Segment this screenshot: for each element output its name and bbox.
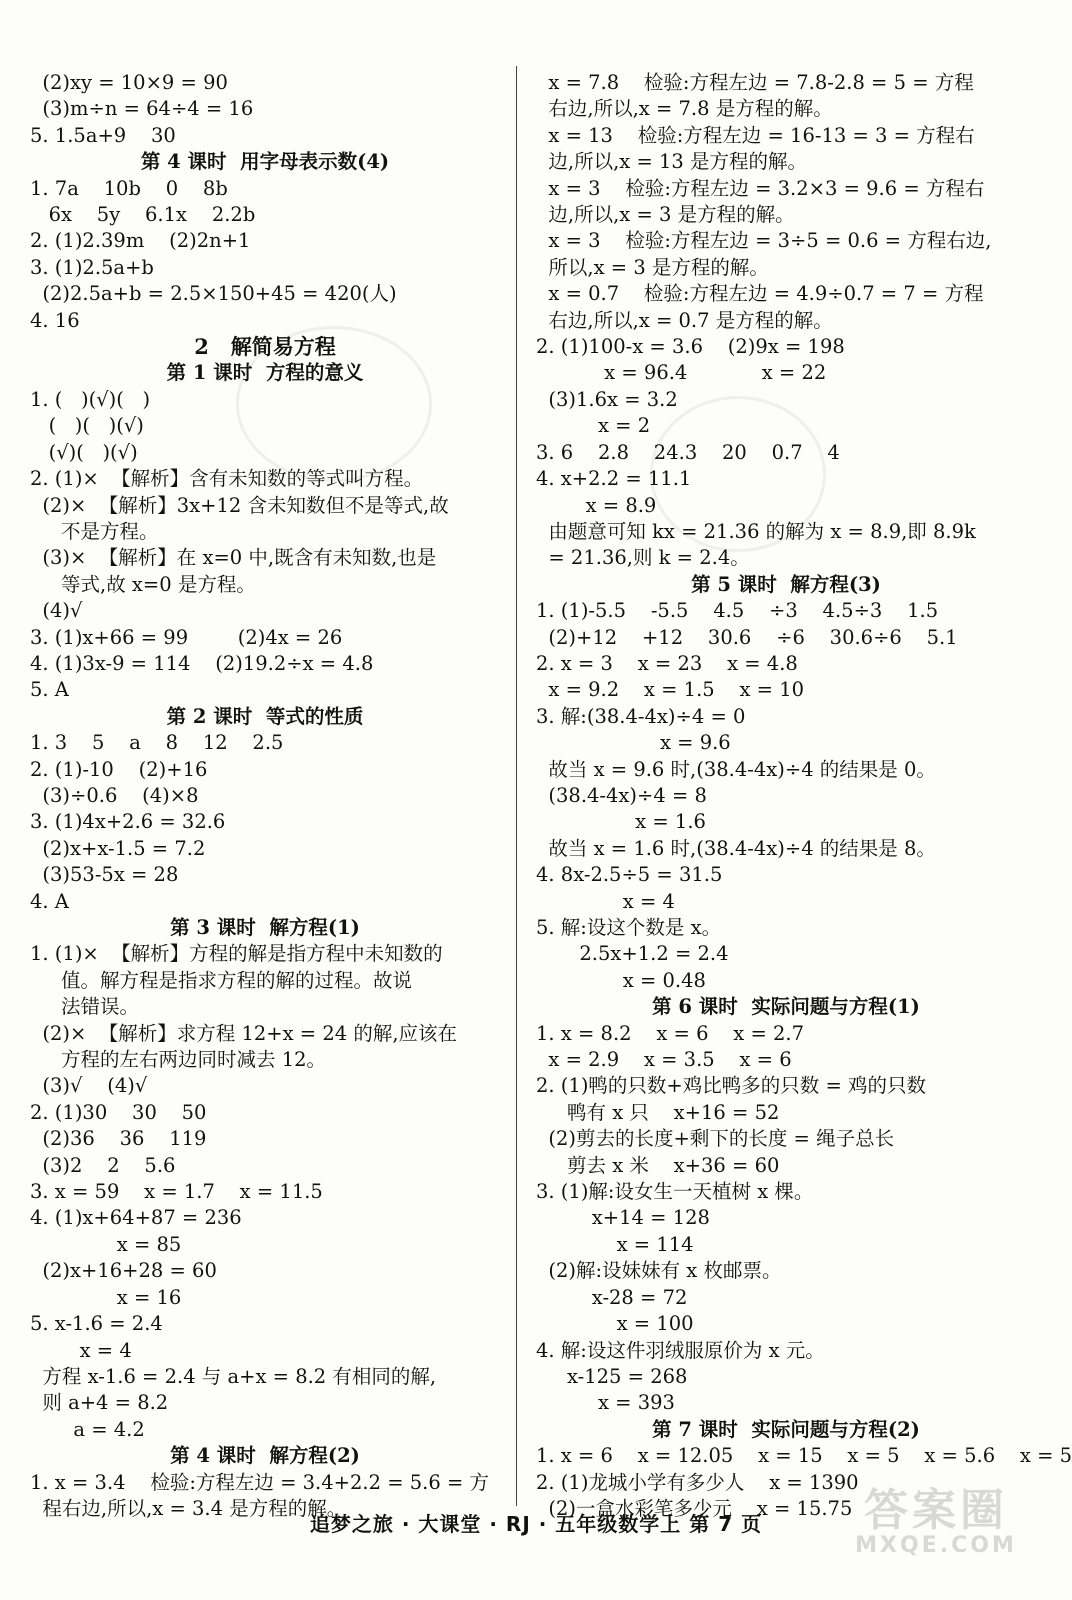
answer-line: (3)√ (4)√ bbox=[30, 1074, 148, 1098]
answer-line: 鸭有 x 只 x+16 = 52 bbox=[536, 1100, 780, 1124]
answer-line: (2)2.5a+b = 2.5×150+45 = 420(人) bbox=[30, 282, 397, 306]
answer-line: (3)2 2 5.6 bbox=[30, 1153, 176, 1177]
section-heading: 第 7 课时 实际问题与方程(2) bbox=[652, 1417, 920, 1441]
answer-line: 1. x = 8.2 x = 6 x = 2.7 bbox=[536, 1021, 805, 1045]
answer-line: x-125 = 268 bbox=[536, 1364, 688, 1388]
answer-line: 1. x = 3.4 检验:方程左边 = 3.4+2.2 = 5.6 = 方 bbox=[30, 1470, 489, 1494]
answer-line: x = 9.2 x = 1.5 x = 10 bbox=[536, 678, 805, 702]
answer-line: (2)x+16+28 = 60 bbox=[30, 1259, 217, 1283]
answer-line: 边,所以,x = 3 是方程的解。 bbox=[536, 203, 795, 227]
answer-line: x = 2.9 x = 3.5 x = 6 bbox=[536, 1048, 792, 1072]
site-watermark bbox=[836, 1485, 1036, 1560]
answer-line: (2)xy = 10×9 = 90 bbox=[30, 71, 228, 94]
section-heading: 2 解简易方程 bbox=[194, 334, 336, 360]
answer-line: 5. x-1.6 = 2.4 bbox=[30, 1312, 163, 1336]
answer-line: 4. A bbox=[30, 889, 69, 913]
answer-line: 2. (1)100-x = 3.6 (2)9x = 198 bbox=[536, 335, 845, 359]
answer-line: 方程的左右两边同时减去 12。 bbox=[30, 1048, 327, 1072]
answer-line: 方程 x-1.6 = 2.4 与 a+x = 8.2 有相同的解, bbox=[30, 1364, 437, 1388]
answer-line: (2)× 【解析】3x+12 含未知数但不是等式,故 bbox=[30, 493, 449, 517]
answer-line: x = 4 bbox=[30, 1338, 132, 1362]
answer-line: 1. 7a 10b 0 8b bbox=[30, 176, 228, 200]
page-footer: 追梦之旅 · 大课堂 · RJ · 五年级数学上 第 7 页 bbox=[309, 1512, 763, 1536]
answer-line: 2. (1)30 30 50 bbox=[30, 1100, 207, 1124]
answer-line: x = 2 bbox=[536, 414, 651, 438]
answer-line: 剪去 x 米 x+36 = 60 bbox=[536, 1153, 780, 1177]
answer-line: (3)÷0.6 (4)×8 bbox=[30, 783, 199, 807]
section-heading: 第 5 课时 解方程(3) bbox=[691, 572, 881, 596]
answer-line: 右边,所以,x = 0.7 是方程的解。 bbox=[536, 308, 833, 332]
answer-line: = 21.36,则 k = 2.4。 bbox=[536, 546, 750, 570]
answer-line: x = 114 bbox=[536, 1232, 694, 1256]
watermark-logo: 答案圈 bbox=[864, 1485, 1008, 1536]
answer-line: 程右边,所以,x = 3.4 是方程的解。 bbox=[30, 1496, 347, 1520]
section-heading: 第 4 课时 解方程(2) bbox=[170, 1444, 360, 1468]
answer-line: 3. 解:(38.4-4x)÷4 = 0 bbox=[536, 704, 746, 728]
answer-line: 4. (1)x+64+87 = 236 bbox=[30, 1206, 242, 1230]
answer-line: x = 7.8 检验:方程左边 = 7.8-2.8 = 5 = 方程 bbox=[536, 71, 974, 94]
answer-line: 2. x = 3 x = 23 x = 4.8 bbox=[536, 651, 798, 675]
watermark-url: MXQE.COM bbox=[855, 1533, 1017, 1558]
answer-line: (2)一盒水彩笔多少元 x = 15.75 bbox=[536, 1496, 853, 1520]
answer-line: 故当 x = 9.6 时,(38.4-4x)÷4 的结果是 0。 bbox=[536, 757, 936, 781]
answer-line: 3. (1)x+66 = 99 (2)4x = 26 bbox=[30, 625, 343, 649]
answer-line: x = 1.6 bbox=[536, 810, 706, 834]
answer-line: (2)解:设妹妹有 x 枚邮票。 bbox=[536, 1259, 782, 1283]
answer-line: 4. x+2.2 = 11.1 bbox=[536, 467, 692, 491]
answer-line: 1. (1)-5.5 -5.5 4.5 ÷3 4.5÷3 1.5 bbox=[536, 599, 939, 623]
answer-line: 2. (1)-10 (2)+16 bbox=[30, 757, 208, 781]
answer-line: 1. x = 6 x = 12.05 x = 15 x = 5 x = 5.6 x = 5 bbox=[536, 1444, 1072, 1468]
answer-line: 5. A bbox=[30, 678, 69, 702]
right-answer-column bbox=[536, 70, 1072, 1522]
answer-line: x = 9.6 bbox=[536, 731, 731, 755]
answer-line: (3)m÷n = 64÷4 = 16 bbox=[30, 97, 254, 121]
answer-line: 所以,x = 3 是方程的解。 bbox=[536, 255, 769, 279]
answer-line: x+14 = 128 bbox=[536, 1206, 710, 1230]
answer-line: 法错误。 bbox=[30, 995, 139, 1019]
answer-line: 2. (1)× 【解析】含有未知数的等式叫方程。 bbox=[30, 467, 424, 491]
answer-line: 2. (1)鸭的只数+鸡比鸭多的只数 = 鸡的只数 bbox=[536, 1074, 927, 1098]
answer-line: x = 0.7 检验:方程左边 = 4.9÷0.7 = 7 = 方程 bbox=[536, 282, 984, 306]
answer-line: (4)√ bbox=[30, 599, 83, 623]
answer-line: (3)× 【解析】在 x=0 中,既含有未知数,也是 bbox=[30, 546, 437, 570]
answer-line: (2)× 【解析】求方程 12+x = 24 的解,应该在 bbox=[30, 1021, 458, 1045]
answer-line: 边,所以,x = 13 是方程的解。 bbox=[536, 150, 808, 174]
answer-line: 不是方程。 bbox=[30, 519, 159, 543]
answer-line: 故当 x = 1.6 时,(38.4-4x)÷4 的结果是 8。 bbox=[536, 836, 936, 860]
answer-line: (2)剪去的长度+剩下的长度 = 绳子总长 bbox=[536, 1127, 895, 1151]
answer-line: x = 3 检验:方程左边 = 3÷5 = 0.6 = 方程右边, bbox=[536, 229, 992, 253]
answer-line: 4. 16 bbox=[30, 308, 80, 332]
answer-line: 2. (1)龙城小学有多少人 x = 1390 bbox=[536, 1470, 859, 1494]
answer-line: 4. (1)3x-9 = 114 (2)19.2÷x = 4.8 bbox=[30, 651, 374, 675]
section-heading: 第 1 课时 方程的意义 bbox=[166, 361, 364, 385]
answer-line: a = 4.2 bbox=[30, 1417, 145, 1441]
answer-line: x-28 = 72 bbox=[536, 1285, 688, 1309]
answer-line: 3. (1)解:设女生一天植树 x 棵。 bbox=[536, 1180, 814, 1204]
section-heading: 第 2 课时 等式的性质 bbox=[166, 704, 364, 728]
answer-line: 2.5x+1.2 = 2.4 bbox=[536, 942, 729, 966]
section-heading: 第 6 课时 实际问题与方程(1) bbox=[652, 995, 920, 1019]
answer-line: 4. 8x-2.5÷5 = 31.5 bbox=[536, 863, 723, 887]
answer-line: x = 0.48 bbox=[536, 968, 706, 992]
answer-line: x = 96.4 x = 22 bbox=[536, 361, 827, 385]
answer-line: (2)x+x-1.5 = 7.2 bbox=[30, 836, 206, 860]
section-heading: 第 4 课时 用字母表示数(4) bbox=[140, 150, 390, 174]
answer-line: 4. 解:设这件羽绒服原价为 x 元。 bbox=[536, 1338, 825, 1362]
answer-line: 5. 解:设这个数是 x。 bbox=[536, 916, 722, 939]
answer-line: 5. 1.5a+9 30 bbox=[30, 123, 176, 147]
answer-line: 1. 3 5 a 8 12 2.5 bbox=[30, 731, 284, 755]
answer-line: 值。解方程是指求方程的解的过程。故说 bbox=[30, 968, 412, 992]
answer-line: x = 3 检验:方程左边 = 3.2×3 = 9.6 = 方程右 bbox=[536, 176, 985, 200]
answer-line: (2)+12 +12 30.6 ÷6 30.6÷6 5.1 bbox=[536, 625, 958, 649]
answer-line: 等式,故 x=0 是方程。 bbox=[30, 572, 256, 596]
answer-line: x = 8.9 bbox=[536, 493, 657, 517]
answer-line: x = 100 bbox=[536, 1312, 694, 1336]
answer-line: 1. (1)× 【解析】方程的解是指方程中未知数的 bbox=[30, 942, 443, 966]
answer-line: ( )( )(√) bbox=[30, 414, 144, 438]
answer-line: 则 a+4 = 8.2 bbox=[30, 1391, 169, 1415]
answer-line: 6x 5y 6.1x 2.2b bbox=[30, 203, 256, 227]
answer-line: 3. (1)2.5a+b bbox=[30, 255, 154, 279]
answer-line: 3. (1)4x+2.6 = 32.6 bbox=[30, 810, 226, 834]
answer-line: (√)( )(√) bbox=[30, 440, 138, 464]
answer-line: (3)53-5x = 28 bbox=[30, 863, 179, 887]
section-heading: 第 3 课时 解方程(1) bbox=[170, 916, 360, 939]
answer-line: 右边,所以,x = 7.8 是方程的解。 bbox=[536, 97, 833, 121]
answer-line: x = 393 bbox=[536, 1391, 675, 1415]
answer-line: (38.4-4x)÷4 = 8 bbox=[536, 783, 707, 807]
answer-line: 1. ( )(√)( ) bbox=[30, 387, 151, 411]
answer-line: 3. x = 59 x = 1.7 x = 11.5 bbox=[30, 1180, 323, 1204]
answer-line: x = 4 bbox=[536, 889, 675, 913]
column-divider bbox=[516, 66, 517, 1506]
answer-line: 由题意可知 kx = 21.36 的解为 x = 8.9,即 8.9k bbox=[536, 519, 976, 543]
answer-line: 3. 6 2.8 24.3 20 0.7 4 bbox=[536, 440, 840, 464]
answer-line: (2)36 36 119 bbox=[30, 1127, 207, 1151]
answer-line: x = 16 bbox=[30, 1285, 182, 1309]
answer-line: (3)1.6x = 3.2 bbox=[536, 387, 678, 411]
left-answer-column bbox=[30, 70, 500, 1522]
answer-line: x = 13 检验:方程左边 = 16-13 = 3 = 方程右 bbox=[536, 123, 975, 147]
answer-line: x = 85 bbox=[30, 1232, 182, 1256]
answer-line: 2. (1)2.39m (2)2n+1 bbox=[30, 229, 251, 253]
